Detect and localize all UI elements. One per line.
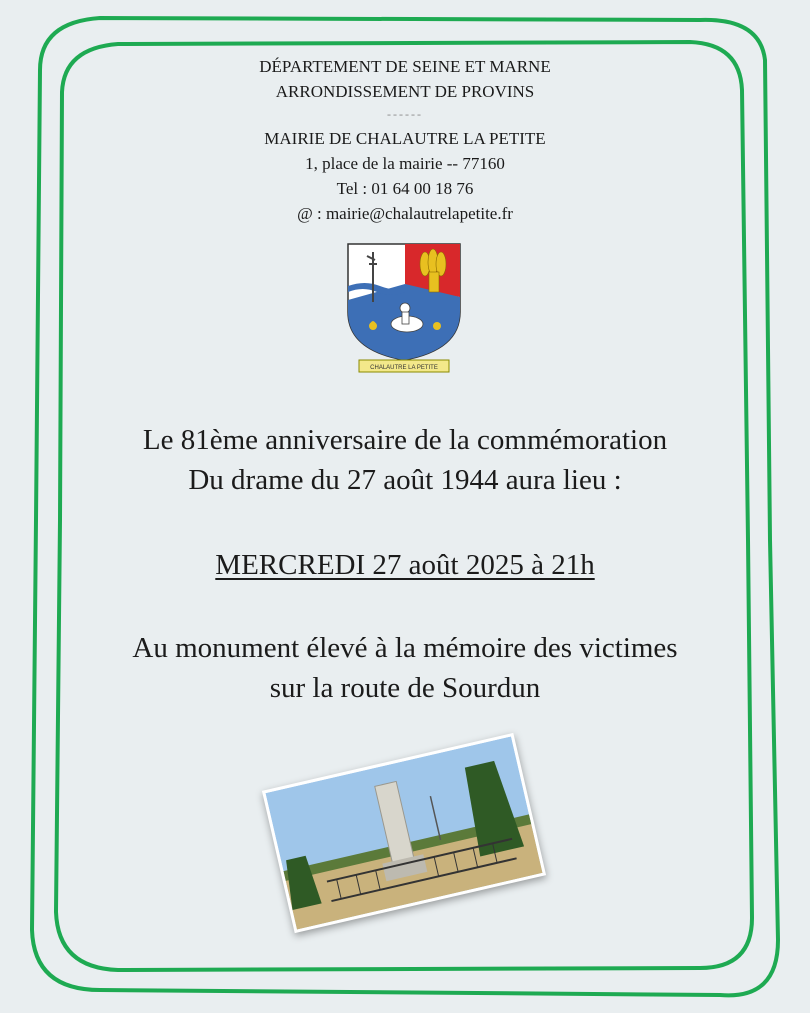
location-line-1: Au monument élevé à la mémoire des victimes (132, 632, 678, 664)
arrondissement-line: ARRONDISSEMENT DE PROVINS (275, 82, 535, 101)
mairie-email: @ : mairie@chalautrelapetite.fr (297, 204, 513, 223)
crest-ribbon-text: CHALAUTRE LA PETITE (370, 365, 438, 371)
announcement-line-2: Du drame du 27 août 1944 aura lieu : (188, 464, 622, 496)
event-date: MERCREDI 27 août 2025 à 21h (215, 549, 595, 581)
announcement-intro (0, 420, 810, 500)
coat-of-arms-icon (345, 242, 463, 374)
department-line: DÉPARTEMENT DE SEINE ET MARNE (259, 57, 551, 76)
mairie-phone: Tel : 01 64 00 18 76 (336, 179, 474, 198)
mairie-name: MAIRIE DE CHALAUTRE LA PETITE (264, 129, 546, 148)
announcement-line-1: Le 81ème anniversaire de la commémoration (142, 424, 668, 456)
header-separator: ------ (387, 107, 423, 121)
mairie-header (0, 54, 810, 226)
mairie-address: 1, place de la mairie -- 77160 (305, 154, 505, 173)
event-location (0, 628, 810, 708)
location-line-2: sur la route de Sourdun (269, 672, 541, 704)
